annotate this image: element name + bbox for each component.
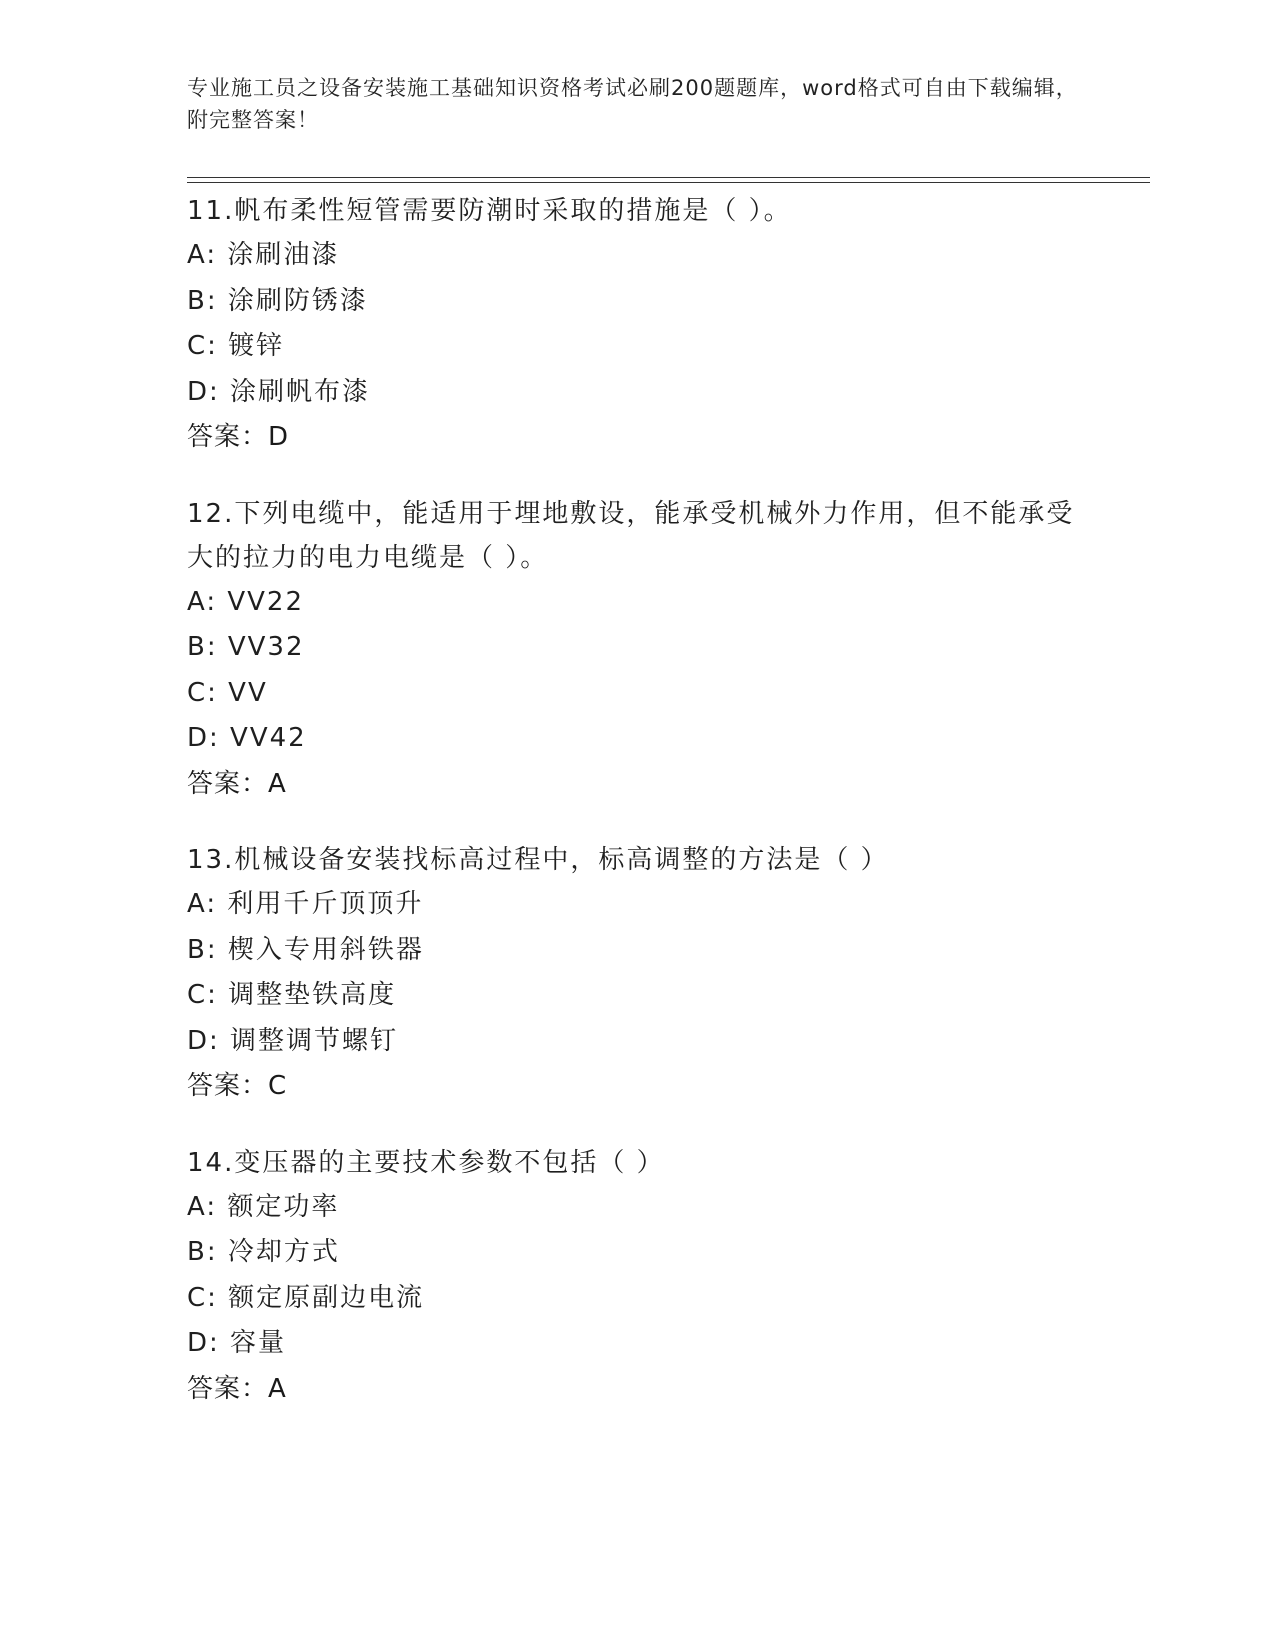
option-c: C: VV xyxy=(187,677,268,708)
question-stem: 13.机械设备安装找标高过程中，标高调整的方法是（ ） xyxy=(187,845,889,875)
option-b: B: 冷却方式 xyxy=(187,1237,340,1267)
header-divider-thin xyxy=(187,182,1150,183)
option-c: C: 额定原副边电流 xyxy=(187,1282,425,1313)
option-b: B: 涂刷防锈漆 xyxy=(187,285,368,316)
question-list xyxy=(187,189,1087,1438)
question-12 xyxy=(187,492,1087,808)
option-b: B: 楔入专用斜铁器 xyxy=(187,934,424,965)
question-11 xyxy=(187,189,1087,461)
answer: 答案：D xyxy=(187,422,290,452)
option-d: D: VV42 xyxy=(187,723,307,753)
option-a: A: VV22 xyxy=(187,586,305,617)
question-13 xyxy=(187,838,1087,1110)
option-c: C: 镀锌 xyxy=(187,331,285,361)
header-divider-thick xyxy=(187,177,1150,178)
option-d: D: 涂刷帆布漆 xyxy=(187,376,371,407)
option-c: C: 调整垫铁高度 xyxy=(187,980,397,1010)
question-stem: 11.帆布柔性短管需要防潮时采取的措施是（ ）。 xyxy=(187,196,792,226)
question-stem: 12.下列电缆中，能适用于埋地敷设，能承受机械外力作用，但不能承受大的拉力的电力电缆是（ ）。 xyxy=(187,498,1075,573)
document-header: 专业施工员之设备安装施工基础知识资格考试必刷200题题库，word格式可自由下载编辑，附完整答案！ xyxy=(187,76,1078,132)
answer: 答案：A xyxy=(187,768,287,799)
option-a: A: 涂刷油漆 xyxy=(187,240,340,270)
option-d: D: 容量 xyxy=(187,1328,287,1358)
question-14 xyxy=(187,1141,1087,1413)
option-a: A: 额定功率 xyxy=(187,1191,340,1222)
answer: 答案：A xyxy=(187,1373,287,1404)
option-d: D: 调整调节螺钉 xyxy=(187,1025,399,1056)
question-stem: 14.变压器的主要技术参数不包括（ ） xyxy=(187,1147,665,1178)
option-b: B: VV32 xyxy=(187,632,305,662)
answer: 答案：C xyxy=(187,1071,288,1101)
option-a: A: 利用千斤顶顶升 xyxy=(187,889,424,919)
